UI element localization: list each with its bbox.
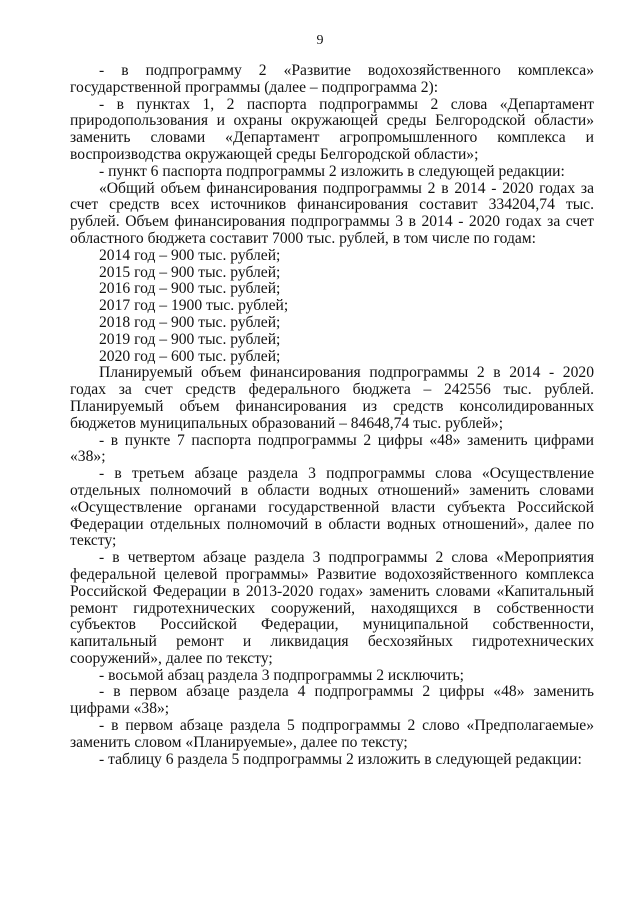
year-line-2017: 2017 год – 1900 тыс. рублей; <box>99 297 289 315</box>
paragraph: - в подпрограмму 2 «Развитие водохозяйственного комплекса» государственной программы (далее – подпрограмма 2): <box>70 62 594 96</box>
paragraph: Планируемый объем финансирования подпрограммы 2 в 2014 - 2020 годах за счет средств федерального бюджета – 242556 тыс. рублей. Планируемый объем финансирования из средств консолидированных бюджетов муниципальных образований – 84648,74 тыс. рублей»; <box>70 364 594 432</box>
page-number: 9 <box>316 33 324 48</box>
year-line-2015: 2015 год – 900 тыс. рублей; <box>99 263 281 281</box>
paragraph: - восьмой абзац раздела 3 подпрограммы 2 исключить; <box>99 666 465 684</box>
paragraph: «Общий объем финансирования подпрограммы 2 в 2014 - 2020 годах за счет средств всех источников финансирования составит 334204,74 тыс. рублей. Объем финансирования подпрограммы 3 в 2014 - 2020 годах за счет областного бюджета составит 7000 тыс. рублей, в том числе по годам: <box>70 179 594 247</box>
paragraph: - в третьем абзаце раздела 3 подпрограммы слова «Осуществление отдельных полномочий в области водных отношений» заменить словами «Осуществление органами государственной власти субъекта Российской Федерации отдельных полномочий в области водных отношений», далее по тексту; <box>70 465 594 550</box>
paragraph: - таблицу 6 раздела 5 подпрограммы 2 изложить в следующей редакции: <box>99 750 582 768</box>
year-line-2014: 2014 год – 900 тыс. рублей; <box>99 246 281 264</box>
paragraph: - в первом абзаце раздела 4 подпрограммы 2 цифры «48» заменить цифрами «38»; <box>70 683 594 718</box>
paragraph: - в первом абзаце раздела 5 подпрограммы 2 слово «Предполагаемые» заменить словом «Планируемые», далее по тексту; <box>70 717 594 751</box>
year-line-2020: 2020 год – 600 тыс. рублей; <box>99 347 281 365</box>
paragraph: - в четвертом абзаце раздела 3 подпрограммы 2 слова «Мероприятия федеральной целевой программы» Развитие водохозяйственного комплекса Российской Федерации в 2013-2020 годах» заменить словами «Капитальный ремонт гидротехнических сооружений, находящихся в собственности субъектов Российской Федерации, муниципальной собственности, капитальный ремонт и ликвидация бесхозяйных гидротехнических сооружений», далее по тексту; <box>70 549 594 667</box>
year-line-2019: 2019 год – 900 тыс. рублей; <box>99 330 281 348</box>
document-body <box>70 63 594 768</box>
year-line-2016: 2016 год – 900 тыс. рублей; <box>99 280 281 298</box>
year-line-2018: 2018 год – 900 тыс. рублей; <box>99 313 281 331</box>
paragraph: - пункт 6 паспорта подпрограммы 2 изложить в следующей редакции: <box>99 162 565 180</box>
paragraph: - в пунктах 1, 2 паспорта подпрограммы 2 слова «Департамент природопользования и охраны окружающей среды Белгородской области» заменить словами «Департамент агропромышленного комплекса и воспроизводства окружающей среды Белгородской области»; <box>70 95 594 163</box>
paragraph: - в пункте 7 паспорта подпрограммы 2 цифры «48» заменить цифрами «38»; <box>70 431 594 466</box>
